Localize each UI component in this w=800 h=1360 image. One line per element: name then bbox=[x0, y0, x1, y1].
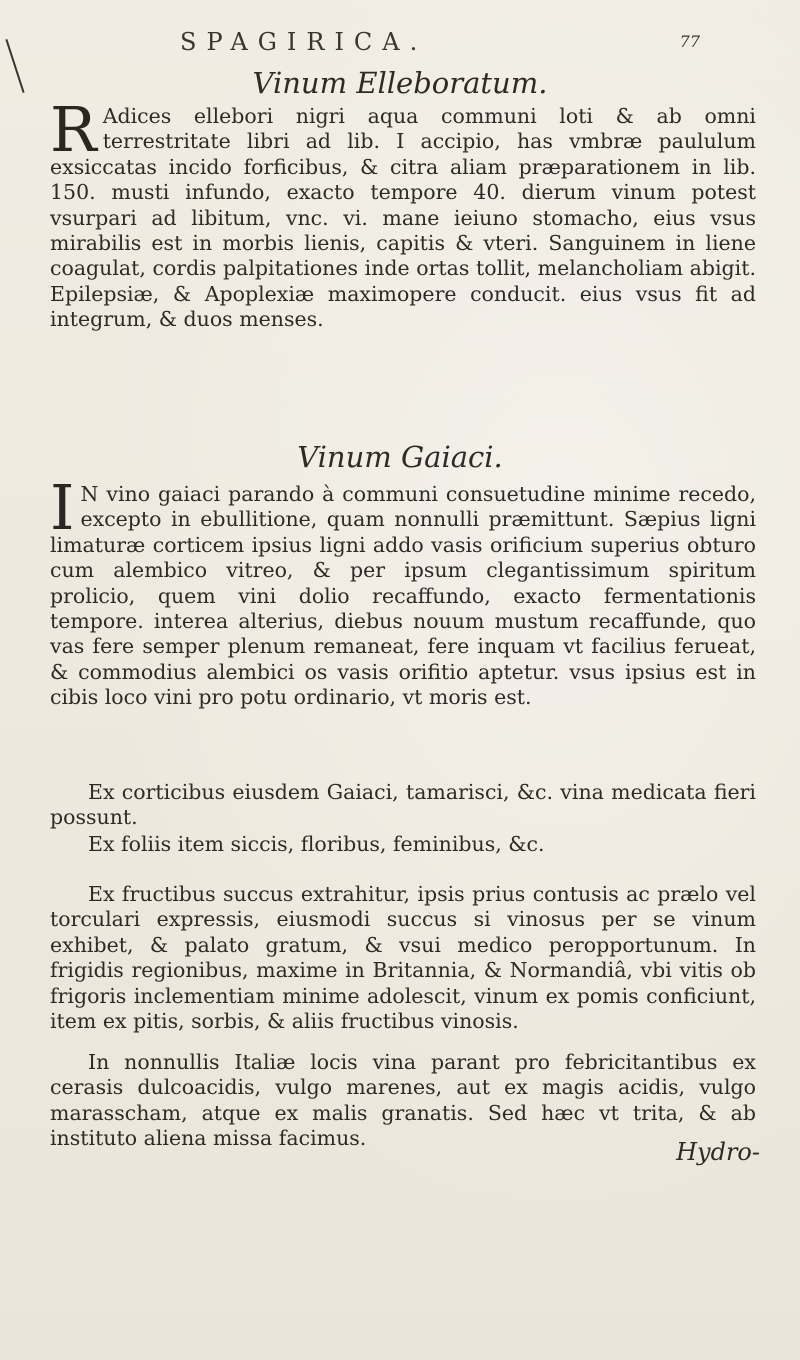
drop-cap: R bbox=[50, 93, 97, 166]
catchword: Hydro- bbox=[676, 1138, 760, 1166]
paragraph-text: N vino gaiaci parando à communi consuetudine minime recedo, excepto in ebullitione, quam nonnulli præmittunt. Sæpius ligni limaturæ corticem ipsius ligni addo vasis orificium superius obturo cum alembico vitreo, & per ipsum clegantissimum spiritum prolicio, quem vini dolio recaffundo, exacto fermentationis tempore. interea alterius, diebus nouum mustum recaffunde, quo vas fere semper plenum remaneat, fere inquam vt facilius ferueat, & commodius alembici os vasis orifitio aptetur. vsus ipsius est in cibis loco vini pro potu ordinario, vt moris est. bbox=[50, 482, 756, 710]
running-head: SPAGIRICA. bbox=[180, 28, 428, 56]
paragraph-gaiaci-4: Ex fructibus succus extrahitur, ipsis prius contusis ac prælo vel torculari expressis, eiusmodi succus si vinosus per se vinum exhibet, & palato gratum, & vsui medico peropportunum. In frigidis regionibus, maxime in Britannia, & Normandiâ, vbi vitis ob frigoris inclementiam minime adolescit, vinum ex pomis conficiunt, item ex pitis, sorbis, & aliis fructibus vinosis. bbox=[50, 882, 756, 1034]
page-header bbox=[180, 28, 700, 64]
paragraph-text: Adices ellebori nigri aqua communi loti & ab omni terrestritate libri ad lib. I accipio, has vmbræ paululum exsiccatas incido forficibus, & citra aliam præparationem in lib. 150. musti infundo, exacto tempore 40. dierum vinum potest vsurpari ad libitum, vnc. vi. mane ieiuno stomacho, eius vsus mirabilis est in morbis lienis, capitis & vteri. Sanguinem in liene coagulat, cordis palpitationes inde ortas tollit, melancholiam abigit. Epilepsiæ, & Apoplexiæ maximopere conducit. eius vsus fit ad integrum, & duos menses. bbox=[50, 104, 756, 332]
section-title-vinum-elleboratum: Vinum Elleboratum. bbox=[252, 66, 548, 100]
section-title-vinum-gaiaci: Vinum Gaiaci. bbox=[297, 440, 503, 474]
paragraph-gaiaci-1 bbox=[50, 471, 756, 711]
paragraph-elleboratum bbox=[50, 93, 756, 333]
drop-cap: I bbox=[50, 471, 75, 544]
paragraph-gaiaci-5: In nonnullis Italiæ locis vina parant pro febricitantibus ex cerasis dulcoacidis, vulgo marenes, aut ex magis acidis, vulgo marasscham, atque ex malis granatis. Sed hæc vt trita, & ab instituto aliena missa facimus. bbox=[50, 1050, 756, 1151]
page-number: 77 bbox=[679, 32, 700, 51]
paragraph-gaiaci-2: Ex corticibus eiusdem Gaiaci, tamarisci, &c. vina medicata fieri possunt. bbox=[50, 780, 756, 830]
paragraph-gaiaci-3: Ex foliis item siccis, floribus, feminibus, &c. bbox=[88, 832, 545, 856]
